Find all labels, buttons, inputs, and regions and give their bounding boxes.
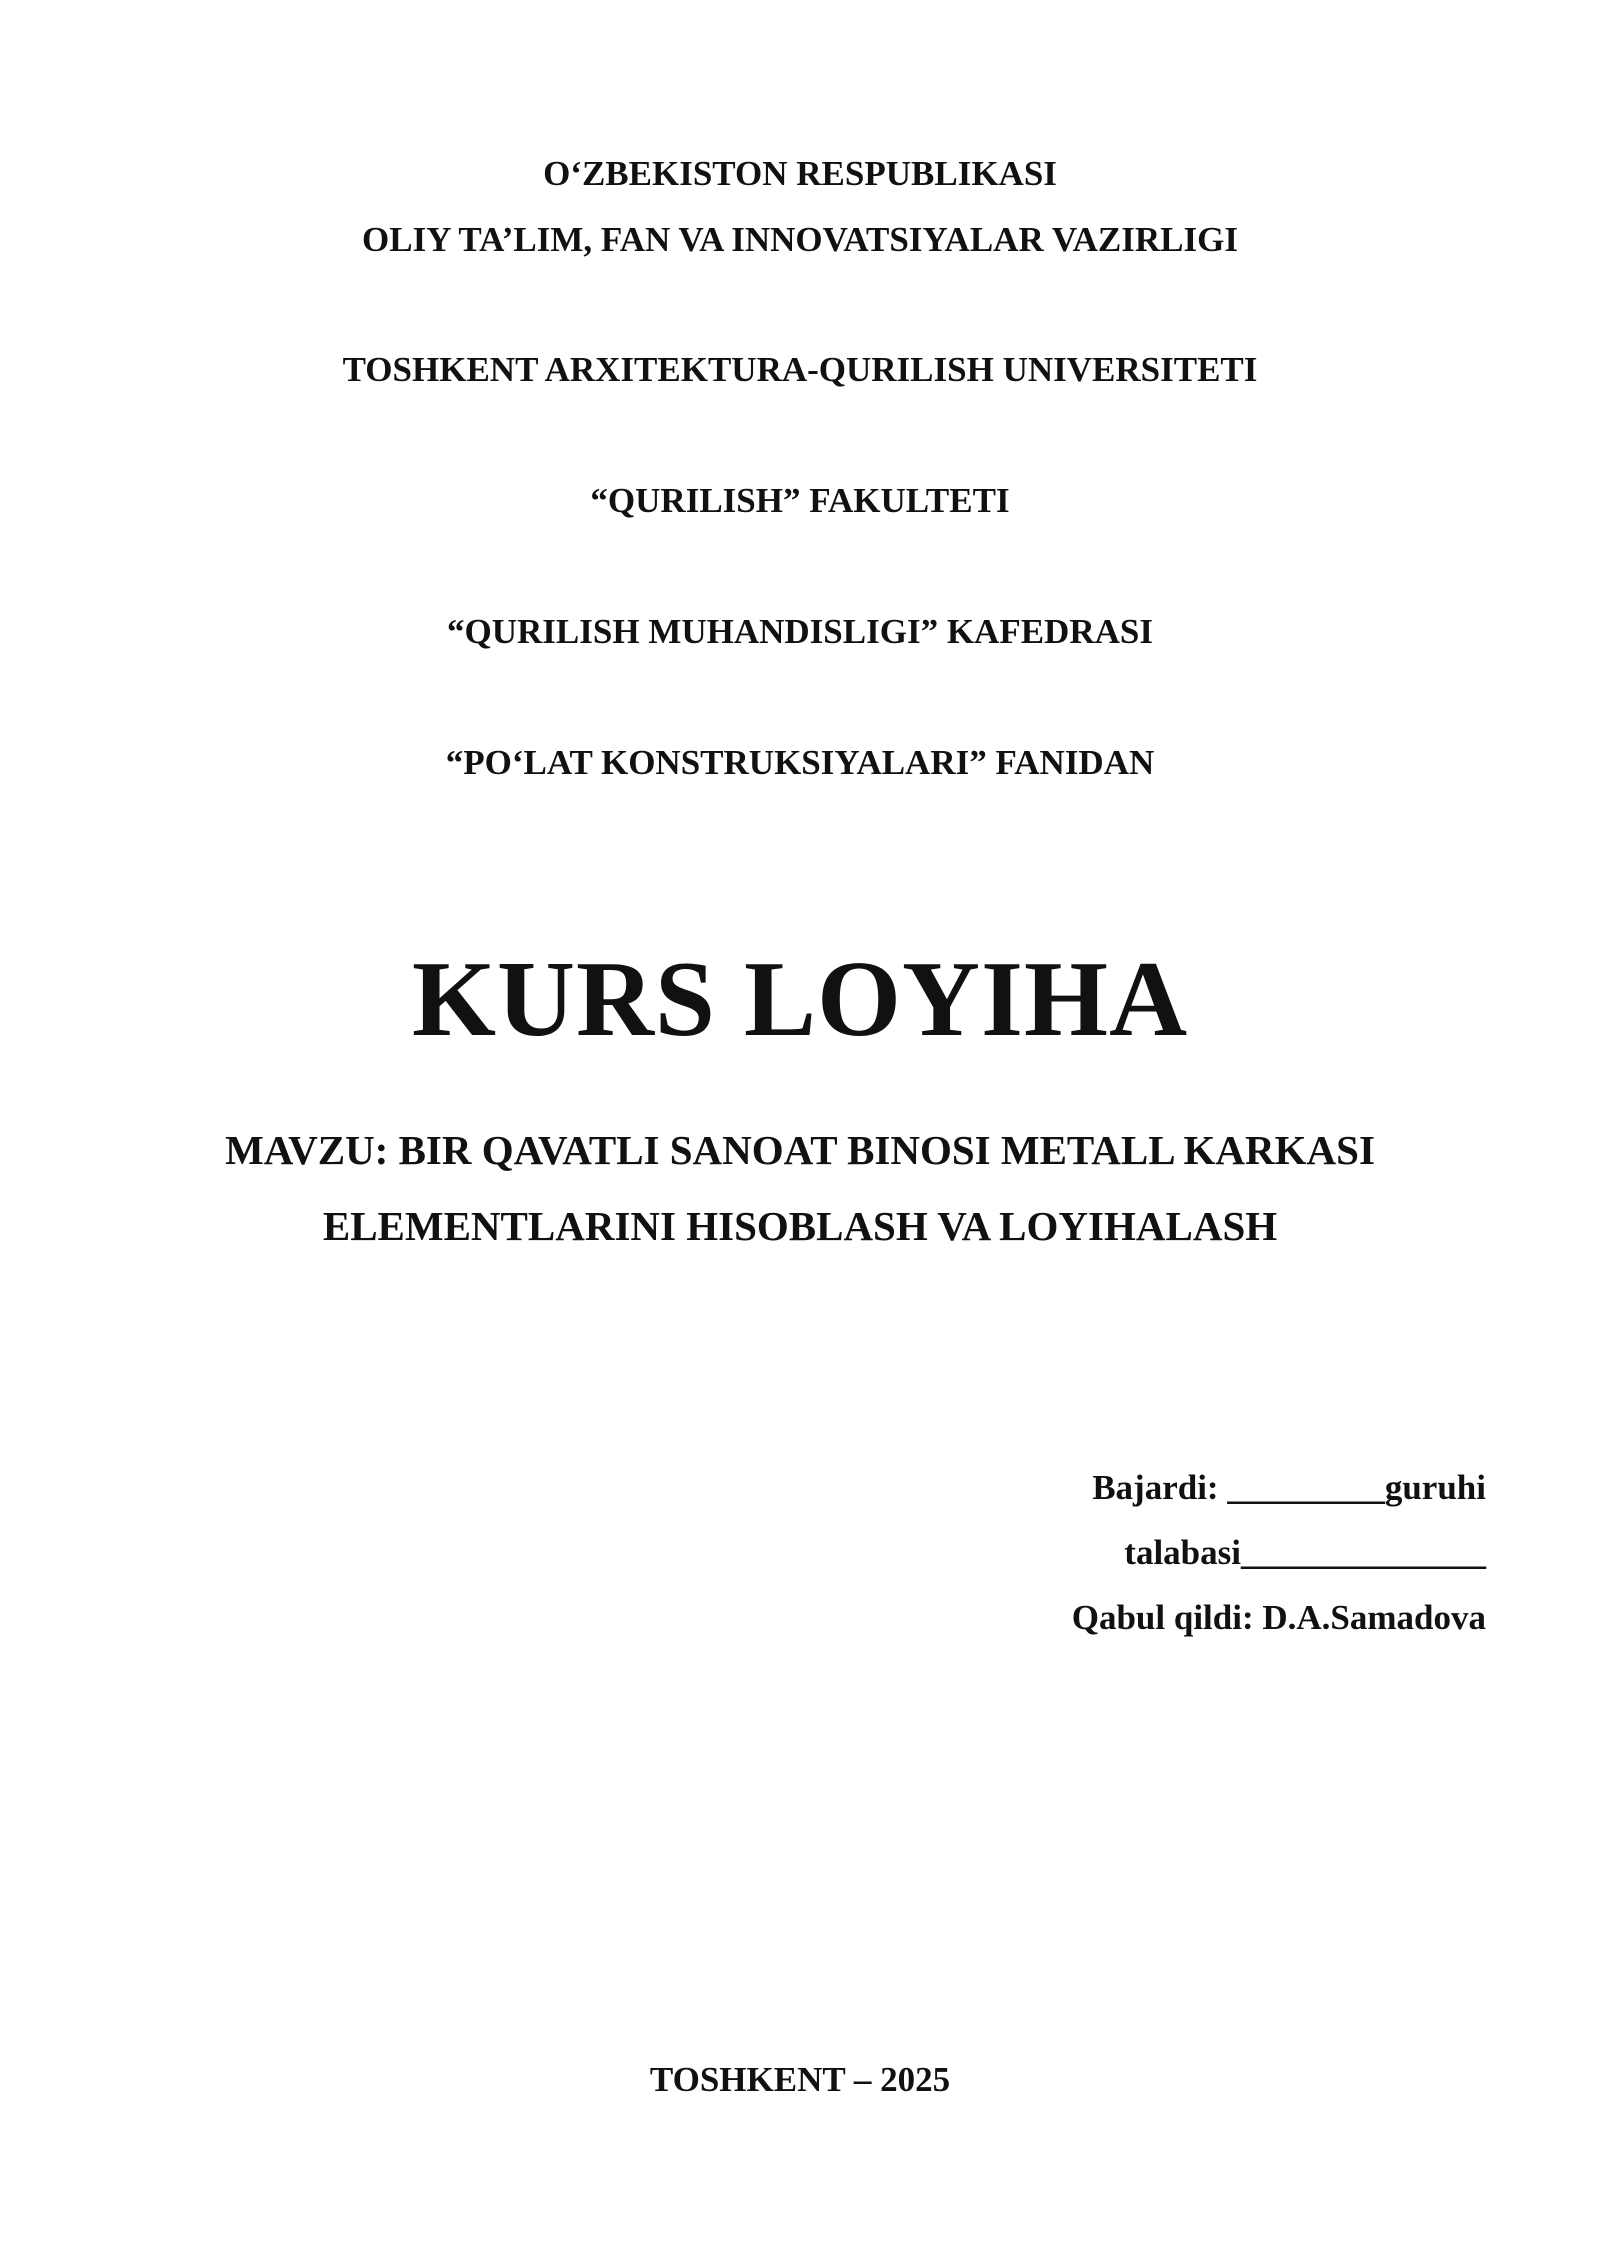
- city-year-footer: TOSHKENT – 2025: [649, 2060, 951, 2099]
- faculty-heading: “QURILISH” FAKULTETI: [590, 481, 1010, 520]
- ministry-heading: OLIY TA’LIM, FAN VA INNOVATSIYALAR VAZIRLIGI: [362, 220, 1238, 259]
- department-heading: “QURILISH MUHANDISLIGI” KAFEDRASI: [447, 612, 1153, 651]
- accepted-by-line: Qabul qildi: D.A.Samadova: [1071, 1598, 1486, 1637]
- country-heading: O‘ZBEKISTON RESPUBLIKASI: [543, 154, 1057, 193]
- topic-line-2: ELEMENTLARINI HISOBLASH VA LOYIHALASH: [322, 1203, 1278, 1249]
- university-heading: TOSHKENT ARXITEKTURA-QURILISH UNIVERSITETI: [342, 350, 1258, 389]
- subject-heading: “PO‘LAT KONSTRUKSIYALARI” FANIDAN: [445, 743, 1155, 782]
- student-line: talabasi______________: [1124, 1533, 1486, 1572]
- performed-by-line: Bajardi: _________guruhi: [1092, 1468, 1486, 1507]
- topic-block: [0, 1112, 1600, 1264]
- topic-line-1: MAVZU: BIR QAVATLI SANOAT BINOSI METALL KARKASI: [225, 1127, 1375, 1173]
- document-title: KURS LOYIHA: [411, 940, 1189, 1059]
